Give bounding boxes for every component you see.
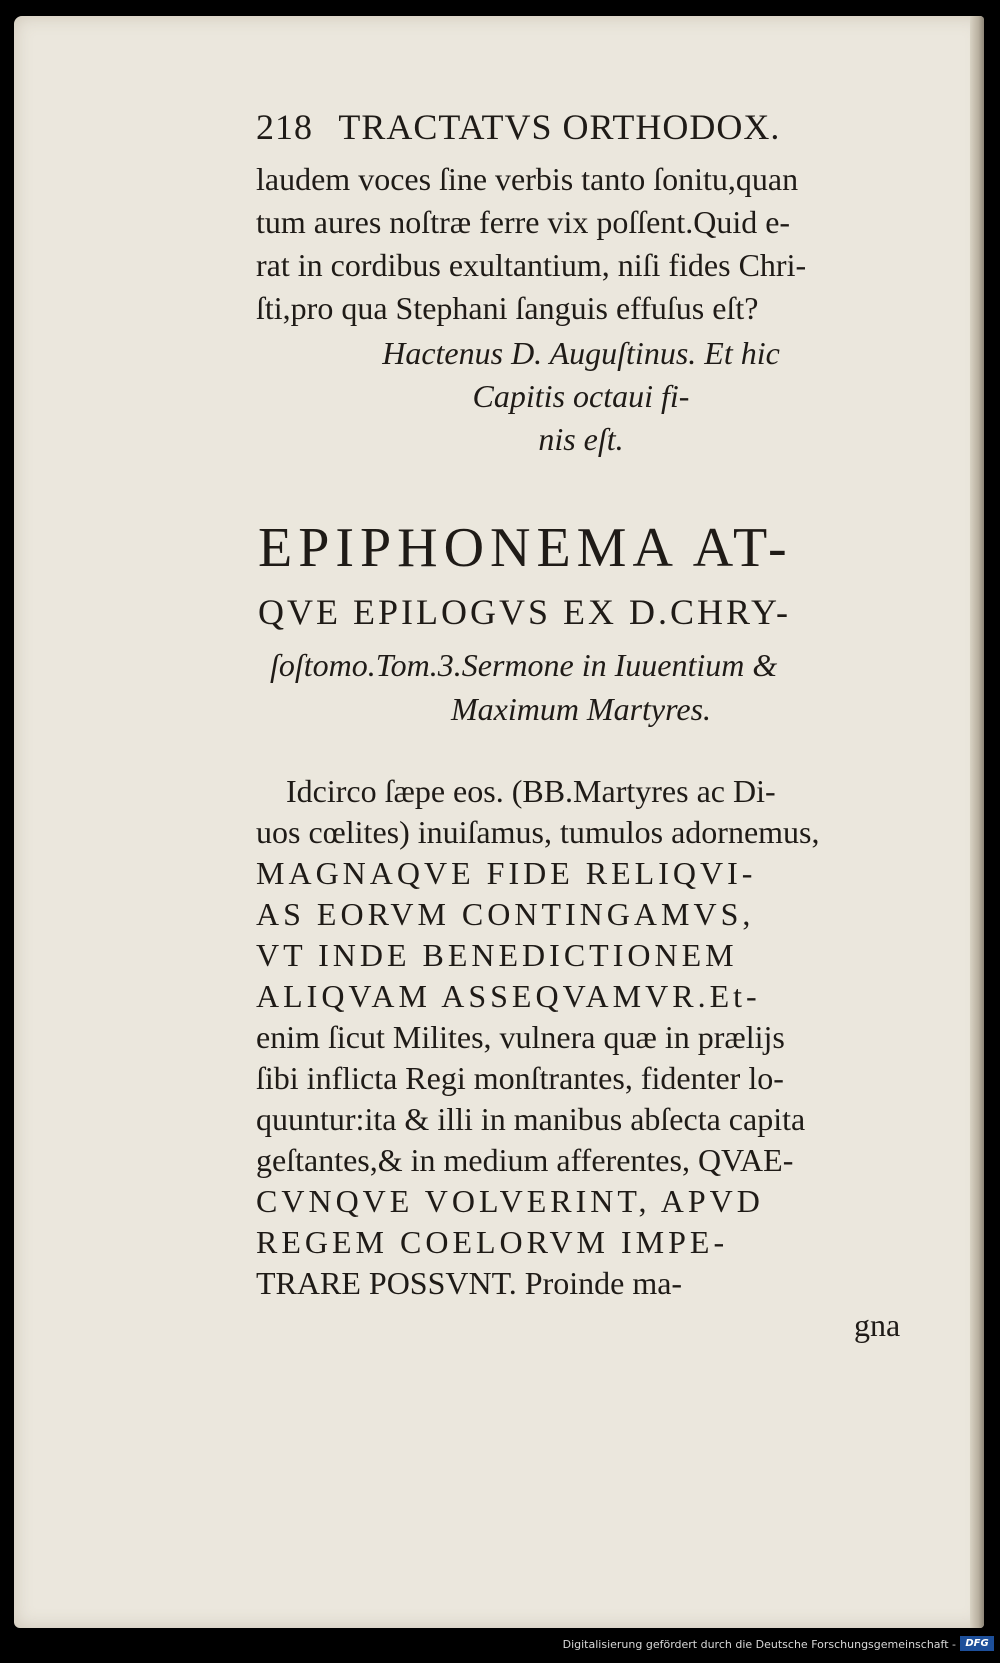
closing-line: Hactenus D. Auguſtinus. Et hic — [382, 335, 780, 371]
page-edge — [970, 16, 984, 1628]
closing-line: nis eſt. — [538, 421, 624, 457]
page-number: 218 — [256, 107, 313, 147]
paragraph-line: REGEM COELORVM IMPE- — [256, 1224, 729, 1260]
closing-line: Capitis octaui fi- — [472, 378, 690, 414]
paragraph-line: enim ſicut Milites, vulnera quæ in prælijs — [256, 1019, 785, 1055]
paragraph-line: ALIQVAM ASSEQVAMVR.Et- — [256, 978, 761, 1014]
paragraph-line: geſtantes,& in medium afferentes, QVAE- — [256, 1142, 794, 1178]
paragraph-line: quuntur:ita & illi in manibus abſecta capita — [256, 1101, 806, 1137]
paragraph-line: uos cœlites) inuiſamus, tumulos adornemus, — [256, 814, 820, 850]
running-title: TRACTATVS ORTHODOX. — [338, 107, 781, 147]
text-line: tum aures noſtræ ferre vix poſſent.Quid e- — [256, 204, 791, 240]
paragraph-line: ſibi inflicta Regi monſtrantes, fidenter lo- — [256, 1060, 784, 1096]
section-heading-line2: QVE EPILOGVS EX D.CHRY- — [258, 592, 792, 632]
paragraph-line: MAGNAQVE FIDE RELIQVI- — [256, 855, 757, 891]
paragraph-line: TRARE POSSVNT. Proinde ma- — [256, 1265, 683, 1301]
paragraph-line: AS EORVM CONTINGAMVS, — [256, 896, 755, 932]
book-page — [14, 16, 984, 1628]
paragraph-line: CVNQVE VOLVERINT, APVD — [256, 1183, 764, 1219]
running-header — [256, 106, 780, 148]
paragraph-line: VT INDE BENEDICTIONEM — [256, 937, 738, 973]
section-heading-line3: ſoſtomo.Tom.3.Sermone in Iuuentium & — [270, 647, 778, 683]
footer-bar — [0, 1628, 1000, 1663]
footer-credit: Digitalisierung gefördert durch die Deutsche Forschungsgemeinschaft - — [562, 1638, 956, 1651]
text-line: ſti,pro qua Stephani ſanguis effuſus eſt? — [256, 290, 759, 326]
section-heading-line1: EPIPHONEMA AT- — [258, 517, 793, 579]
text-line: laudem voces ſine verbis tanto ſonitu,quan — [256, 161, 799, 197]
dfg-logo: DFG — [960, 1636, 994, 1651]
catchword: gna — [854, 1307, 901, 1343]
section-heading-line4: Maximum Martyres. — [450, 691, 712, 727]
text-line: rat in cordibus exultantium, niſi fides Chri- — [256, 247, 807, 283]
paragraph-line: Idcirco ſæpe eos. (BB.Martyres ac Di- — [286, 773, 776, 809]
